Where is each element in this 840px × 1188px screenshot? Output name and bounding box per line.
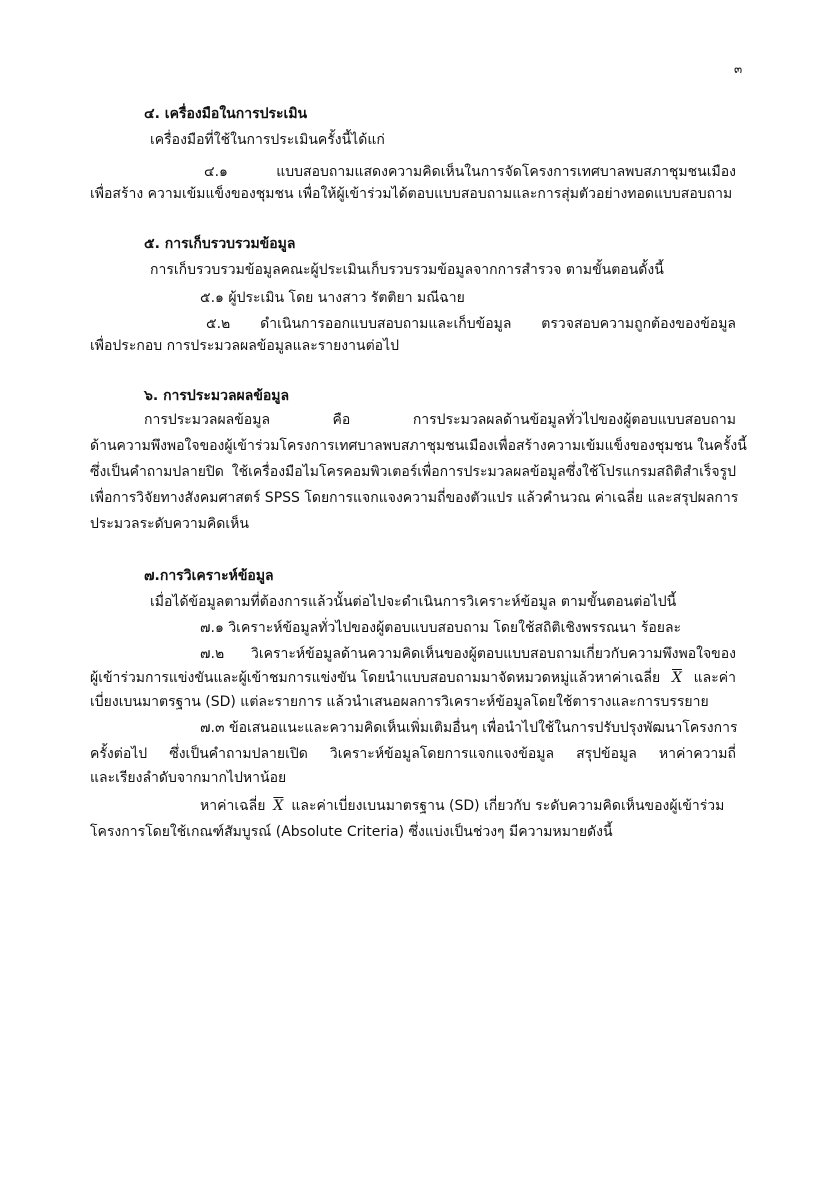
section-7-item-2-line-3: เบี่ยงเบนมาตรฐาน (SD) แต่ละรายการ แล้วนำเสนอผลการวิเคราะห์ข้อมูลโดยใช้ตารางและการบรรยาย (90, 694, 709, 710)
section-5-intro: การเก็บรวบรวมข้อมูลคณะผู้ประเมินเก็บรวบรวมข้อมูลจากการสำรวจ ตามขั้นตอนดั้งนี้ (150, 262, 664, 278)
page-number: ๓ (734, 62, 743, 76)
section-5-heading: ๕. การเก็บรวบรวมข้อมูล (144, 236, 296, 252)
section-7-item-3-line-3: และเรียงลำดับจากมากไปหาน้อย (90, 770, 287, 786)
section-7-heading: ๗.การวิเคราะห์ข้อมูล (144, 568, 274, 584)
section-7-item-3-line-1: ๗.๓ ข้อเสนอแนะและความคิดเห็นเพิ่มเติมอื่นๆ เพื่อนำไปใช้ในการปรับปรุงพัฒนาโครงการ (200, 720, 738, 736)
section-6-line-3: ซึ่งเป็นคำถามปลายปิด ใช้เครื่องมือไมโครคอมพิวเตอร์เพื่อการประมวลผลข้อมูลซึ่งใช้โปรแกรมสถิติสำเร็จรูป (90, 464, 736, 480)
section-6-line-4: เพื่อการวิจัยทางสังคมศาสตร์ SPSS โดยการแจกแจงความถี่ของตัวแปร แล้วคำนวณ ค่าเฉลี่ย และสรุปผลการ (90, 490, 739, 506)
mean-line-1-tail: และค่าเบี่ยงเบนมาตรฐาน (SD) เกี่ยวกับ ระดับความคิดเห็นของผู้เข้าร่วม (291, 798, 725, 814)
xbar-symbol: $\overline{X}$ (671, 670, 682, 686)
xbar-symbol: $\overline{X}$ (273, 798, 284, 814)
item-2-line-2-tail: และค่า (693, 670, 736, 686)
section-6-line-1: การประมวลผลข้อมูล คือ การประมวลผลด้านข้อมูลทั่วไปของผู้ตอบแบบสอบถาม (144, 412, 736, 428)
section-4-item-1-line-1: ๔.๑ แบบสอบถามแสดงความคิดเห็นในการจัดโครงการเทศบาลพบสภาชุมชนเมือง (204, 164, 736, 180)
item-2-line-2-text: ผู้เข้าร่วมการแข่งขันและผู้เข้าชมการแข่งขัน โดยนำแบบสอบถามมาจัดหมวดหมู่แล้วหาค่าเฉลี่ย (90, 670, 661, 686)
mean-line-1-text: หาค่าเฉลี่ย (200, 798, 266, 814)
section-5-item-1: ๕.๑ ผู้ประเมิน โดย นางสาว รัตติยา มณีฉาย (200, 290, 465, 306)
section-7-mean-line-2: โครงการโดยใช้เกณฑ์สัมบูรณ์ (Absolute Criteria) ซึ่งแบ่งเป็นช่วงๆ มีความหมายดังนี้ (90, 824, 613, 840)
section-6-line-5: ประมวลระดับความคิดเห็น (90, 516, 249, 532)
section-7-item-2-line-1: ๗.๒ วิเคราะห์ข้อมูลด้านความคิดเห็นของผู้ตอบแบบสอบถามเกี่ยวกับความพึงพอใจของ (200, 646, 736, 662)
section-5-item-2-line-1: ๕.๒ ดำเนินการออกแบบสอบถามและเก็บข้อมูล ตรวจสอบความถูกต้องของข้อมูล (206, 316, 736, 332)
section-4-item-1-line-2: เพื่อสร้าง ความเข้มแข็งของชุมชน เพื่อให้ผู้เข้าร่วมได้ตอบแบบสอบถามและการสุ่มตัวอย่างทอดแบบสอบถาม (90, 186, 733, 202)
section-7-mean-line-1 (200, 796, 736, 816)
section-6-heading: ๖. การประมวลผลข้อมูล (144, 388, 290, 404)
section-5-item-2-line-2: เพื่อประกอบ การประมวลผลข้อมูลและรายงานต่อไป (90, 338, 399, 354)
section-7-intro: เมื่อได้ข้อมูลตามที่ต้องการแล้วนั้นต่อไปจะดำเนินการวิเคราะห์ข้อมูล ตามขั้นตอนต่อไปนี้ (150, 594, 677, 610)
section-7-item-1: ๗.๑ วิเคราะห์ข้อมูลทั่วไปของผู้ตอบแบบสอบถาม โดยใช้สถิติเชิงพรรณนา ร้อยละ (200, 620, 682, 636)
section-7-item-3-line-2: ครั้งต่อไป ซึ่งเป็นคำถามปลายเปิด วิเคราะห์ข้อมูลโดยการแจกแจงข้อมูล สรุปข้อมูล หาค่าความถี่ (90, 746, 736, 762)
section-7-item-2-line-2 (90, 668, 736, 688)
section-4-heading: ๔. เครื่องมือในการประเมิน (144, 106, 308, 122)
section-4-intro: เครื่องมือที่ใช้ในการประเมินครั้งนี้ได้แก่ (150, 132, 385, 148)
section-6-line-2: ด้านความพึงพอใจของผู้เข้าร่วมโครงการเทศบาลพบสภาชุมชนเมืองเพื่อสร้างความเข้มแข็งของชุมชน ในครั้งนี้ (90, 438, 747, 454)
